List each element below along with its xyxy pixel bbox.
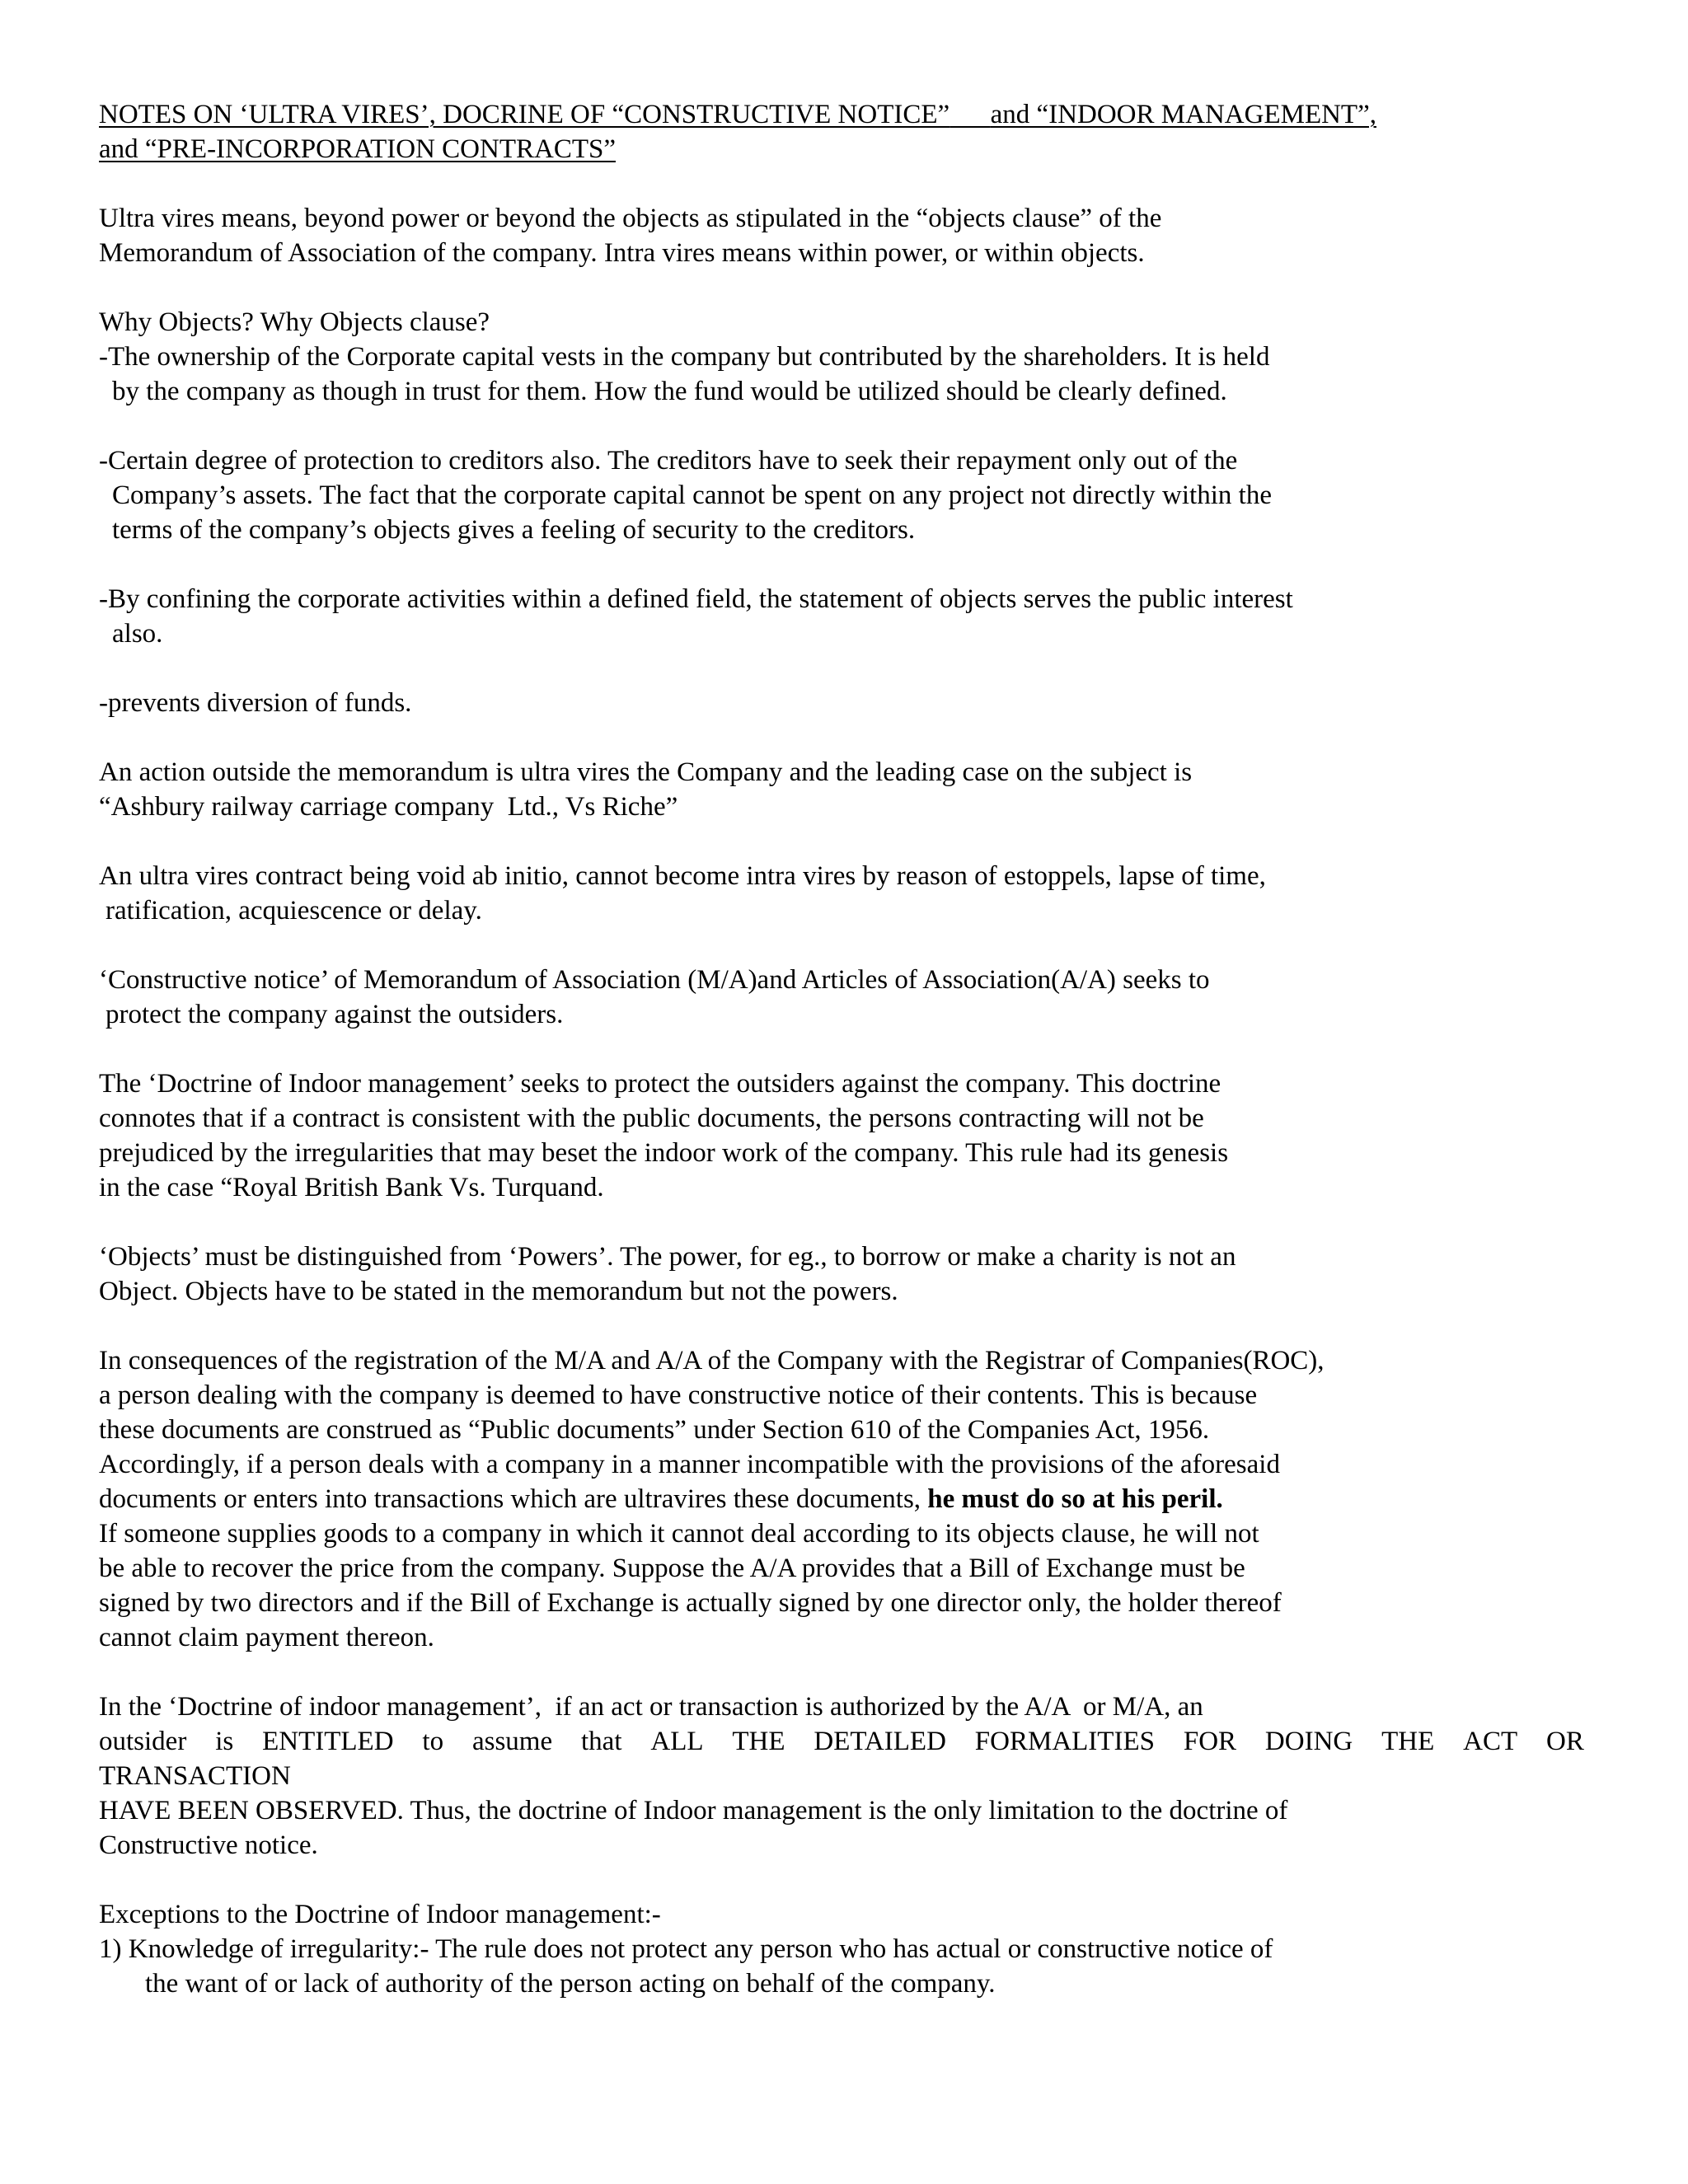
indoor-line-2: connotes that if a contract is consistent with the public documents, the persons contracting will not be: [99, 1104, 1204, 1133]
entitled-line-5: Constructive notice.: [99, 1830, 318, 1860]
indoor-line-4: in the case “Royal British Bank Vs. Turquand.: [99, 1173, 604, 1202]
entitled-word: is: [215, 1727, 234, 1756]
why-point-4: -prevents diversion of funds.: [99, 688, 412, 718]
entitled-word: ALL: [650, 1727, 704, 1756]
registration-line-5: [99, 1482, 1582, 1516]
registration-line-2: a person dealing with the company is deemed to have constructive notice of their contents. This is because: [99, 1380, 1258, 1410]
registration-line-4: Accordingly, if a person deals with a company in a manner incompatible with the provisions of the aforesaid: [99, 1450, 1280, 1479]
registration-peril-emphasis: he must do so at his peril.: [927, 1484, 1223, 1514]
ashbury-line-2: “Ashbury railway carriage company Ltd., Vs Riche”: [99, 792, 678, 822]
entitled-word: FORMALITIES: [974, 1727, 1155, 1756]
why-point-2-line-3: terms of the company’s objects gives a feeling of security to the creditors.: [112, 515, 916, 545]
entitled-line-1: In the ‘Doctrine of indoor management’, if an act or transaction is authorized by the A/A or M/A, an: [99, 1692, 1203, 1722]
document-title: [99, 97, 1582, 132]
exception-1-line-2: the want of or lack of authority of the person acting on behalf of the company.: [145, 1969, 996, 1999]
entitled-word: FOR: [1183, 1727, 1237, 1756]
why-point-2-line-2: Company’s assets. The fact that the corporate capital cannot be spent on any project not directly within the: [112, 480, 1272, 510]
registration-line-5-text: documents or enters into transactions which are ultravires these documents,: [99, 1484, 928, 1514]
why-point-3-line-1: -By confining the corporate activities within a defined field, the statement of objects serves the public interest: [99, 584, 1293, 614]
indoor-line-3: prejudiced by the irregularities that may beset the indoor work of the company. This rule had its genesis: [99, 1138, 1229, 1168]
entitled-word: THE: [1381, 1727, 1435, 1756]
entitled-word: ACT: [1463, 1727, 1518, 1756]
intro-line-1: Ultra vires means, beyond power or beyond the objects as stipulated in the “objects clause” of the: [99, 204, 1162, 233]
entitled-word: DOING: [1264, 1727, 1353, 1756]
registration-line-1: In consequences of the registration of the M/A and A/A of the Company with the Registrar of Companies(ROC),: [99, 1346, 1325, 1376]
title-line-1a: NOTES ON ‘ULTRA VIRES’, DOCRINE OF “CONSTRUCTIVE NOTICE”: [99, 100, 950, 129]
entitled-word: that: [581, 1727, 622, 1756]
why-heading: Why Objects? Why Objects clause?: [99, 307, 490, 337]
why-point-1-line-2: by the company as though in trust for them. How the fund would be utilized should be clearly defined.: [112, 377, 1227, 406]
intro-line-2: Memorandum of Association of the company. Intra vires means within power, or within objects.: [99, 238, 1145, 268]
entitled-line-4: HAVE BEEN OBSERVED. Thus, the doctrine of Indoor management is the only limitation to the doctrine of: [99, 1796, 1288, 1825]
title-gap: [950, 100, 991, 129]
entitled-word: DETAILED: [814, 1727, 946, 1756]
entitled-line-2: [99, 1724, 1584, 1759]
registration-line-7: be able to recover the price from the company. Suppose the A/A provides that a Bill of Exchange must be: [99, 1554, 1245, 1583]
indoor-line-1: The ‘Doctrine of Indoor management’ seeks to protect the outsiders against the company. This doctrine: [99, 1069, 1221, 1099]
title-line-1b: and “INDOOR MANAGEMENT”,: [990, 100, 1376, 129]
registration-line-6: If someone supplies goods to a company in which it cannot deal according to its objects clause, he will not: [99, 1519, 1259, 1549]
void-line-1: An ultra vires contract being void ab initio, cannot become intra vires by reason of estoppels, lapse of time,: [99, 861, 1266, 891]
constructive-line-2: protect the company against the outsiders.: [106, 1000, 564, 1029]
ashbury-line-1: An action outside the memorandum is ultra vires the Company and the leading case on the subject is: [99, 757, 1193, 787]
document-page: [99, 97, 1582, 2001]
entitled-word: OR: [1546, 1727, 1584, 1756]
registration-line-9: cannot claim payment thereon.: [99, 1623, 434, 1652]
objects-line-1: ‘Objects’ must be distinguished from ‘Powers’. The power, for eg., to borrow or make a charity is not an: [99, 1242, 1236, 1272]
why-point-2-line-1: -Certain degree of protection to creditors also. The creditors have to seek their repayment only out of the: [99, 446, 1238, 476]
exception-1-line-1: 1) Knowledge of irregularity:- The rule does not protect any person who has actual or constructive notice of: [99, 1934, 1273, 1964]
why-point-3-line-2: also.: [112, 619, 163, 649]
entitled-word: to: [422, 1727, 444, 1756]
title-line-2: and “PRE-INCORPORATION CONTRACTS”: [99, 134, 616, 164]
entitled-word: ENTITLED: [262, 1727, 394, 1756]
entitled-word: assume: [471, 1727, 553, 1756]
entitled-line-3: TRANSACTION: [99, 1761, 291, 1791]
void-line-2: ratification, acquiescence or delay.: [106, 896, 482, 926]
entitled-word: outsider: [99, 1727, 187, 1756]
why-point-1-line-1: -The ownership of the Corporate capital vests in the company but contributed by the shareholders. It is held: [99, 342, 1270, 372]
registration-line-3: these documents are construed as “Public documents” under Section 610 of the Companies Act, 1956.: [99, 1415, 1210, 1445]
objects-line-2: Object. Objects have to be stated in the memorandum but not the powers.: [99, 1277, 898, 1306]
constructive-line-1: ‘Constructive notice’ of Memorandum of Association (M/A)and Articles of Association(A/A) seeks to: [99, 965, 1210, 995]
entitled-word: THE: [732, 1727, 785, 1756]
registration-line-8: signed by two directors and if the Bill of Exchange is actually signed by one director only, the holder thereof: [99, 1588, 1282, 1618]
exceptions-heading: Exceptions to the Doctrine of Indoor management:-: [99, 1900, 661, 1929]
